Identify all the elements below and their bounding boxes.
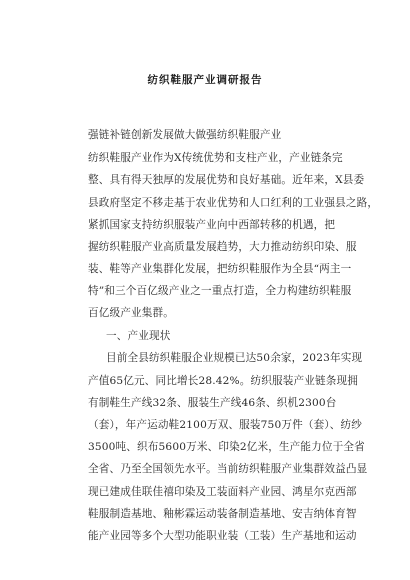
paragraph-line: 现已建成佳联佳禧印染及工装面料产业园、鸿星尔克西部 bbox=[88, 486, 357, 498]
paragraph-line: （套），年产运动鞋2100万双、服装750万件（套）、纺纱 bbox=[88, 419, 362, 431]
paragraph-line: 鞋服制造基地、釉彬霖运动装备制造基地、安吉纳体育智 bbox=[88, 508, 357, 520]
paragraph-line: 有制鞋生产线32条、服装生产线46条、织机2300台 bbox=[88, 397, 337, 409]
paragraph-line: 县政府坚定不移走基于农业优势和人口红利的工业强县之路， bbox=[88, 197, 379, 209]
paragraph-line: 全省、乃至全国领先水平。当前纺织鞋服产业集群效益凸显 bbox=[88, 463, 368, 475]
paragraph-line: 纺织鞋服产业作为X传统优势和支柱产业，产业链条完 bbox=[88, 152, 343, 164]
paragraph-line: 握纺织鞋服产业高质量发展趋势，大力推动纺织印染、服 bbox=[88, 241, 357, 253]
paragraph-line: 特”和三个百亿级产业之一重点打造，全力构建纺织鞋服 bbox=[88, 285, 352, 297]
paragraph-line: 紧抓国家支持纺织服装产业向中西部转移的机遇，把 bbox=[88, 219, 336, 231]
paragraph-line: 百亿级产业集群。 bbox=[88, 307, 174, 319]
paragraph-line: 能产业园等多个大型功能职业装（工装）生产基地和运动 bbox=[88, 530, 357, 542]
paragraph-line: 目前全县纺织鞋服企业规模已达50余家，2023年实现 bbox=[106, 352, 363, 364]
paragraph-line: 整、具有得天独厚的发展优势和良好基础。近年来，X县委 bbox=[88, 174, 365, 186]
document-title: 纺织鞋服产业调研报告 bbox=[147, 74, 263, 86]
document-subtitle: 强链补链创新发展做大做强纺织鞋服产业 bbox=[88, 129, 282, 141]
section-heading: 一、产业现状 bbox=[106, 330, 171, 342]
paragraph-line: 装、鞋等产业集群化发展，把纺织鞋服作为全县“两主一 bbox=[88, 263, 352, 275]
paragraph-line: 产值65亿元、同比增长28.42%。纺织服装产业链条现拥 bbox=[88, 375, 358, 387]
paragraph-line: 3500吨、织布5600万米、印染2亿米，生产能力位于全省 bbox=[88, 441, 365, 453]
